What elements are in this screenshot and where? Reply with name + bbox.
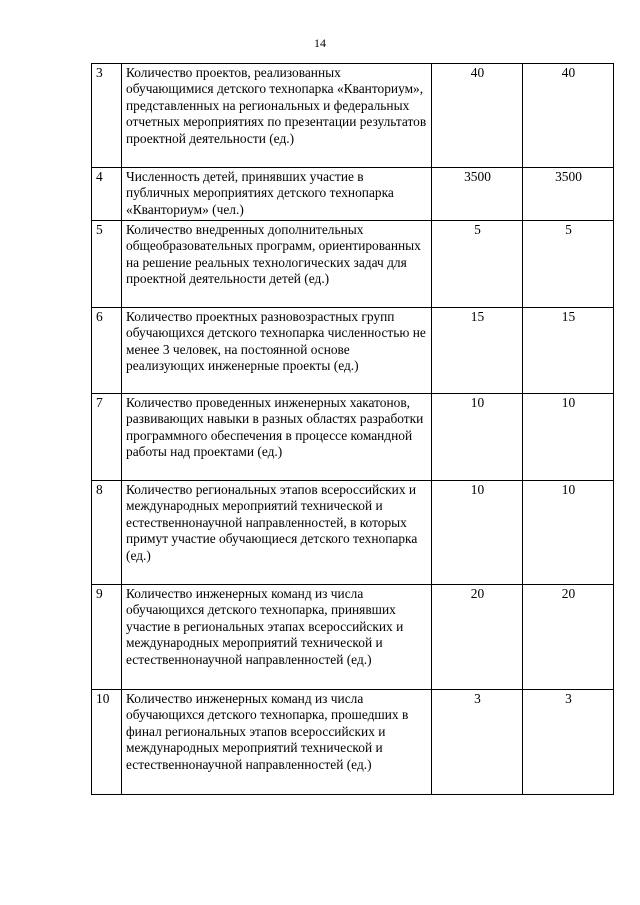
table-row bbox=[92, 394, 614, 481]
indicator-value-2: 3500 bbox=[523, 168, 614, 221]
indicator-value-1: 3 bbox=[432, 690, 523, 795]
row-number: 5 bbox=[92, 221, 122, 308]
indicator-value-2: 20 bbox=[523, 585, 614, 690]
table-row bbox=[92, 481, 614, 585]
indicator-value-1: 5 bbox=[432, 221, 523, 308]
table-row bbox=[92, 168, 614, 221]
row-number: 8 bbox=[92, 481, 122, 585]
indicator-value-2: 40 bbox=[523, 64, 614, 168]
indicator-name: Количество региональных этапов всероссийских и международных мероприятий технической и естественнонаучной направленностей, в которых примут участие обучающиеся детского технопарка (ед.) bbox=[122, 481, 432, 585]
table-row bbox=[92, 64, 614, 168]
table-row bbox=[92, 308, 614, 394]
indicator-name: Количество инженерных команд из числа обучающихся детского технопарка, принявших участие в региональных этапах всероссийских и международных мероприятий технической и естественнонаучной направленностей (ед.) bbox=[122, 585, 432, 690]
row-number: 4 bbox=[92, 168, 122, 221]
indicator-name: Количество инженерных команд из числа обучающихся детского технопарка, прошедших в финал региональных этапов всероссийских и международных мероприятий технической и естественнонаучной направленностей (ед.) bbox=[122, 690, 432, 795]
indicator-name: Количество внедренных дополнительных общеобразовательных программ, ориентированных на решение реальных технологических задач для проектной деятельности детей (ед.) bbox=[122, 221, 432, 308]
indicator-value-2: 10 bbox=[523, 481, 614, 585]
indicator-name: Численность детей, принявших участие в публичных мероприятиях детского технопарка «Кванториум» (чел.) bbox=[122, 168, 432, 221]
row-number: 10 bbox=[92, 690, 122, 795]
indicator-value-1: 15 bbox=[432, 308, 523, 394]
table-row bbox=[92, 221, 614, 308]
indicator-value-1: 10 bbox=[432, 394, 523, 481]
table-row bbox=[92, 690, 614, 795]
indicator-name: Количество проведенных инженерных хакатонов, развивающих навыки в разных областях разработки программного обеспечения в процессе командной работы над проектами (ед.) bbox=[122, 394, 432, 481]
row-number: 9 bbox=[92, 585, 122, 690]
indicator-name: Количество проектных разновозрастных групп обучающихся детского технопарка численностью не менее 3 человек, на постоянной основе реализующих инженерные проекты (ед.) bbox=[122, 308, 432, 394]
table-row bbox=[92, 585, 614, 690]
indicator-value-1: 20 bbox=[432, 585, 523, 690]
row-number: 7 bbox=[92, 394, 122, 481]
indicator-value-1: 40 bbox=[432, 64, 523, 168]
indicator-value-2: 10 bbox=[523, 394, 614, 481]
indicator-value-2: 5 bbox=[523, 221, 614, 308]
row-number: 3 bbox=[92, 64, 122, 168]
indicator-value-2: 15 bbox=[523, 308, 614, 394]
indicator-value-1: 10 bbox=[432, 481, 523, 585]
indicators-table bbox=[91, 63, 614, 795]
indicator-value-2: 3 bbox=[523, 690, 614, 795]
row-number: 6 bbox=[92, 308, 122, 394]
indicator-name: Количество проектов, реализованных обучающимися детского технопарка «Кванториум», представленных на региональных и федеральных отчетных мероприятиях по презентации результатов проектной деятельности (ед.) bbox=[122, 64, 432, 168]
indicator-value-1: 3500 bbox=[432, 168, 523, 221]
page-number: 14 bbox=[314, 36, 326, 50]
